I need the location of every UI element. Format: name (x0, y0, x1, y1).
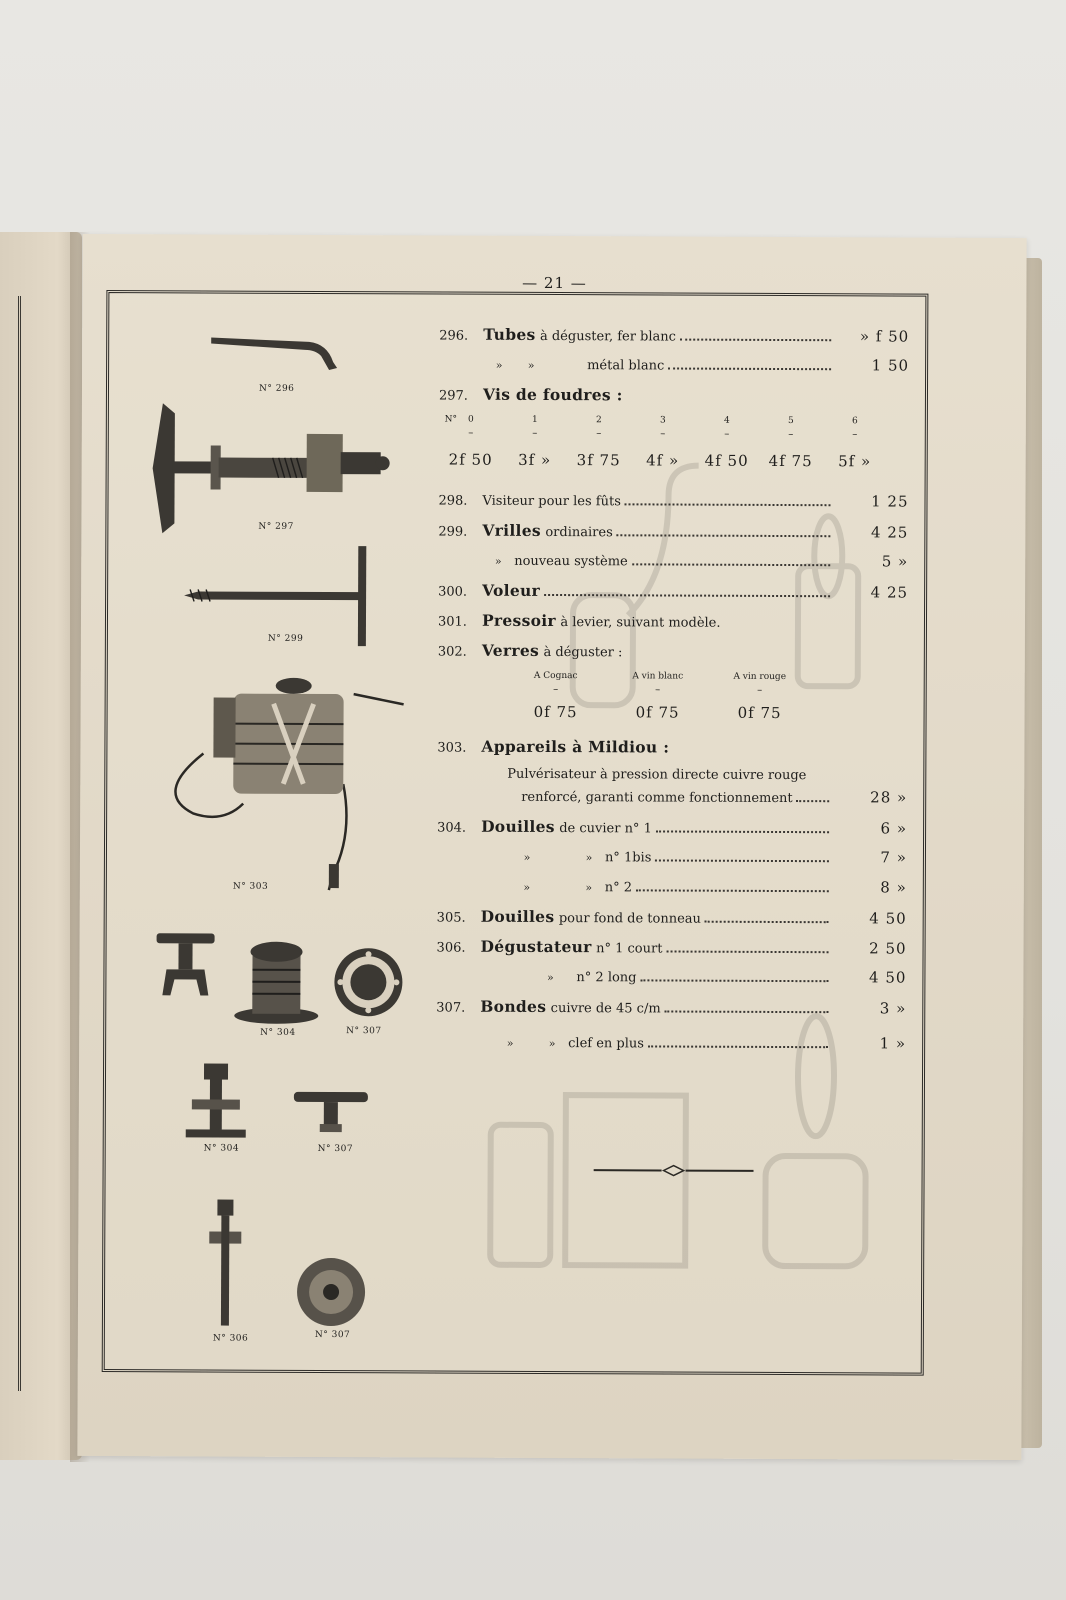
price-list (436, 324, 910, 1053)
list-item: 297. Vis de foudres : (438, 384, 623, 405)
figure-label: N° 307 (317, 1143, 354, 1155)
list-item: 303. Appareils à Mildiou : (437, 736, 670, 757)
mildiou-description: Pulvérisateur à pression directe cuivre rouge (507, 766, 807, 784)
figure-label: N° 303 (232, 881, 269, 892)
list-item: 301. Pressoir à levier, suivant modèle. (437, 610, 721, 631)
bonde-key-icon (294, 1088, 374, 1138)
vis-sizes: N° 0 1 2 3 4 5 6 – – – – – – – 2f 50 3f » 3f 75 4f » 4f 50 4f 75 5f » (444, 414, 872, 471)
list-item: 302. Verres à déguster : (437, 640, 623, 661)
sprayer-icon (163, 663, 394, 894)
ornament-rule-icon (594, 1163, 754, 1178)
list-item: 300. Voleur 4 25 (438, 580, 909, 602)
page-number: — 21 — (522, 273, 587, 293)
figure-label: N° 296 (258, 383, 295, 394)
tube-icon (209, 329, 339, 380)
figure-label: N° 307 (314, 1329, 351, 1341)
list-item: » n° 2 long 4 50 (547, 968, 907, 987)
figure-label: N° 297 (258, 521, 294, 532)
douille-icon (232, 936, 322, 1026)
vis-foudre-icon (152, 403, 393, 534)
list-item: » nouveau système 5 » (494, 552, 909, 571)
list-item: 305. Douilles pour fond de tonneau 4 50 (436, 906, 907, 928)
figure-label: N° 306 (212, 1333, 249, 1344)
figure-label: N° 307 (346, 1026, 382, 1037)
bonde-disc-icon (295, 1256, 367, 1328)
list-item: renforcé, garanti comme fonctionnement 28 » (521, 788, 908, 807)
list-item: 304. Douilles de cuvier n° 1 6 » (437, 816, 908, 838)
list-item: » » métal blanc 1 50 (495, 356, 910, 375)
list-item: » » n° 1bis 7 » (523, 848, 907, 867)
figure-label: N° 304 (260, 1027, 296, 1038)
list-item: 298. Visiteur pour les fûts 1 25 (438, 492, 909, 511)
list-item: 306. Dégustateur n° 1 court 2 50 (436, 936, 907, 958)
page-frame (102, 290, 929, 1376)
list-item: 296. Tubes à déguster, fer blanc » f 50 (439, 324, 910, 346)
cuvier-tap-icon (152, 929, 222, 1001)
catalog-page (77, 234, 1026, 1460)
degustateur-icon (205, 1199, 246, 1329)
bonde-flange-icon (332, 946, 406, 1020)
list-item: 307. Bondes cuivre de 45 c/m 3 » (436, 996, 907, 1018)
list-item: 299. Vrilles ordinaires 4 25 (438, 520, 909, 542)
figure-label: N° 299 (267, 633, 304, 644)
verres-types: A Cognac A vin blanc A vin rouge – – – 0f 75 0f 75 0f 75 (533, 670, 787, 723)
figure-label: N° 304 (203, 1143, 240, 1154)
douille-small-icon (186, 1063, 248, 1139)
list-item: » » n° 2 8 » (523, 878, 907, 897)
list-item: » » clef en plus 1 » (506, 1034, 907, 1053)
